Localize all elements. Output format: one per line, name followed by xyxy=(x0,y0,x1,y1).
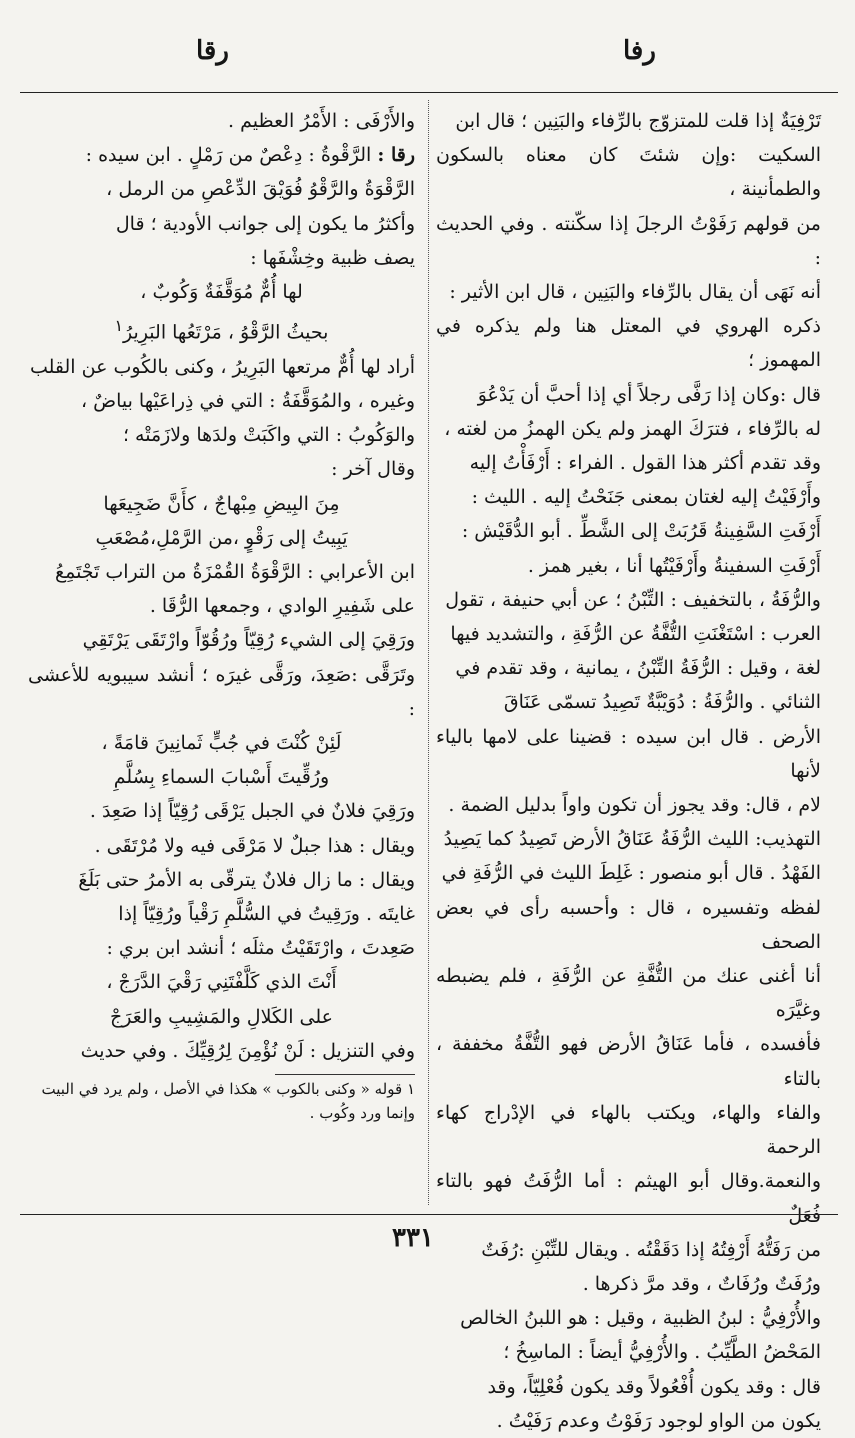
verse-text: بحيثُ الرَّقْوُ ، مَرْتَعُها البَرِيرُ xyxy=(123,321,329,344)
page-number: ٣٣١ xyxy=(392,1223,434,1253)
text-line: يكون من الواو لوجود رَفَوْتُ وعدم رَفَيْتُ . xyxy=(496,1409,821,1432)
text-line: أنا أغنى عنك من التُّفَّةِ عن الرُّفَةِ ، فلم يضبطه وغيَّرَه xyxy=(436,965,821,1022)
entry-headword: رقا : xyxy=(377,144,415,167)
verse-line: لها أُمٌّ مُوَقَّفَةٌ وَكُوبٌ ، xyxy=(140,281,303,304)
verse-line: على الكَلالِ والمَشِيبِ والعَرَجْ xyxy=(109,1005,333,1028)
text-line: والفاء والهاء، ويكتب بالهاء في الإدْراج كهاء الرحمة xyxy=(436,1101,821,1159)
text-line: والأَرْفَى : الأَمْرُ العظيم . xyxy=(228,110,415,132)
text-line: من رَفَتُّهُ أَرْفِتُهُ إذا دَقَقْتُه . ويقال للتِّبْنِ :رُفَتٌ xyxy=(481,1238,821,1261)
text-line: تَرْفِيَةٌ إذا قلت للمتزوّج بالرِّفاء والبَنِين ؛ قال ابن xyxy=(455,110,821,132)
right-column xyxy=(436,104,821,1438)
text-line: والرُّفَةُ ، بالتخفيف : التِّبْنُ ؛ عن أبي حنيفة ، تقول xyxy=(445,588,821,611)
text-line: فأفسده ، فأما عَنَاقُ الأرض فهو التُّفَّةُ مخففة ، بالتاء xyxy=(436,1033,821,1090)
text-line: وأكثرُ ما يكون إلى جوانب الأودية ؛ قال xyxy=(115,212,415,235)
footnote-line: وإنما ورد وكُوب . xyxy=(309,1104,415,1123)
text-line: لام ، قال: وقد يجوز أن تكون واواً بدليل الضمة . xyxy=(448,794,821,817)
text-line: المَحْضُ الطَّيِّبُ . والأُرْفِيُّ أيضاً : الماسِخُ ؛ xyxy=(503,1341,821,1364)
text-line: والوَكُوبُ : التي واكَبَتْ ولدَها ولازَمَتْه ؛ xyxy=(122,424,415,447)
text-line: أراد لها أُمٌّ مرتعها البَرِيرُ ، وكنى بالكُوب عن القلب xyxy=(29,355,415,378)
footer-rule xyxy=(20,1214,838,1215)
running-header-right: رفا xyxy=(623,36,656,66)
text-line: وأَرْفَيْتُ إليه لغتان بمعنى جَنَحْتُ إليه . الليث : xyxy=(471,486,821,509)
text-line: ويقال : ما زال فلانٌ يترقّى به الأمرُ حتى بَلَغَ xyxy=(78,868,415,891)
text-line: أَرْفَتِ السفينةُ وأَرْفَيْتُها أنا ، بغير همز . xyxy=(527,554,821,577)
text-line: قال : وقد يكون أُفْعُولاً وقد يكون فُعْلِيّاً، وقد xyxy=(487,1375,821,1398)
text-line: قال :وكان إذا رَفَّى رجلاً أي إذا أحبَّ أن يَدْعُوَ xyxy=(477,383,821,406)
text-line: والنعمة.وقال أبو الهيثم : أما الرُّفَتُ فهو بالتاء فُعَلٌ xyxy=(436,1170,821,1227)
text-line: التهذيب: الليث الرُّفَةُ عَنَاقُ الأرض تَصِيدُ كما يَصِيدُ xyxy=(443,828,821,851)
text-line: الثنائي . والرُّفَةُ : دُوَيْبَّةٌ تَصِيدُ تسمّى عَنَاقَ xyxy=(503,691,821,714)
text-line: والأُرْفِيُّ : لبنُ الظبية ، وقيل : هو اللبنُ الخالص xyxy=(460,1307,821,1330)
text-line: ابن الأعرابي : الرَّقْوَةُ القُمْزَةُ من التراب تَجْتَمِعُ xyxy=(54,560,415,583)
text-line: غايتَه . ورَقِيتُ في السُّلَّمِ رَقْياً ورُقِيّاً إذا xyxy=(118,903,415,925)
verse-line: مِنَ البِيضِ مِبْهاجٌ ، كأَنَّ ضَجِيعَها xyxy=(103,492,340,515)
text-line: ورَقِيَ فلانٌ في الجبل يَرْقَى رُقِيّاً إذا صَعِدَ . xyxy=(89,800,415,823)
text-line: ويقال : هذا جبلٌ لا مَرْقَى فيه ولا مُرْتَقَى . xyxy=(94,834,415,857)
text-line: من قولهم رَفَوْتُ الرجلَ إذا سكّنته . وفي الحديث : xyxy=(436,212,821,269)
text-line: وقد تقدم أكثر هذا القول . الفراء : أَرْفَأْتُ إليه xyxy=(469,452,821,475)
text-line: لغة ، وقيل : الرُّفَةُ التِّبْنُ ، يمانية ، وقد تقدم في xyxy=(455,657,821,680)
text-line: الرَّقْوَةُ والرَّقْوُ فُوَيْقَ الدِّعْصِ من الرمل ، xyxy=(106,178,415,201)
text-line: ورَقِيَ إلى الشيء رُقِيّاً ورُقُوّاً وارْتَقَى يَرْتَقِي xyxy=(82,629,415,652)
text-line: له بالرِّفاء ، فترَكَ الهمز ولم يكن الهمزُ من لغته ، xyxy=(444,417,821,440)
text-line: الأرض . قال ابن سيده : قضينا على لامها بالياء لأنها xyxy=(436,725,821,782)
text-line: أَرْفَتِ السَّفِينةُ قَرُبَتْ إلى الشَّطِّ . أبو الدُّقَيْش : xyxy=(461,520,821,543)
header-rule xyxy=(20,92,838,93)
verse-line: يَبِيتُ إلى رَقْوٍ ،من الرَّمْلِ،مُصْعَبِ xyxy=(95,526,348,549)
text-line: لفظه وتفسيره ، قال : وأحسبه رأى في بعض الصحف xyxy=(436,896,821,953)
text-line: صَعِدتَ ، وارْتَقَيْتُ مثلَه ؛ أنشد ابن بري : xyxy=(106,937,415,960)
text-line: على شَفِيرِ الوادي ، وجمعها الرُّقَا . xyxy=(149,595,415,618)
column-divider xyxy=(428,100,429,1205)
text-line: العرب : اسْتَغْنَتِ التُّفَّةُ عن الرُّفَةِ ، والتشديد فيها xyxy=(450,623,821,646)
text-line: الفَهْدُ . قال أبو منصور : غَلِطَ الليث في الرُّفَةِ في xyxy=(441,862,821,885)
text-line: وغيره ، والمُوَقَّفَةُ : التي في ذِراعَيْها بياضٌ ، xyxy=(80,389,415,412)
text-line: ذكره الهروي في المعتل هنا ولم يذكره في المهموز ؛ xyxy=(436,315,821,372)
footnote-rule xyxy=(275,1074,415,1075)
running-header-left: رقا xyxy=(196,36,229,66)
left-column xyxy=(28,104,415,1125)
verse-line: أَنْتَ الذي كَلَّفْتَنِي رَقْيَ الدَّرَجْ ، xyxy=(106,971,337,994)
text-line: وفي التنزيل : لَنْ نُؤْمِنَ لِرُقِيِّكَ . وفي حديث xyxy=(80,1039,415,1062)
footnote-line: ١ قوله « وكنى بالكوب » هكذا في الأصل ، ولم يرد في البيت xyxy=(41,1080,415,1099)
entry-text: الرَّقْوةُ : دِعْصٌ من رَمْلٍ . ابن سيده : xyxy=(85,144,372,167)
text-line: السكيت :وإن شئتَ كان معناه بالسكون والطمأنينة ، xyxy=(436,144,821,201)
verse-line: لَئِنْ كُنْتَ في جُبٍّ ثَمانِينَ قامَةً ، xyxy=(101,731,342,754)
text-line: ورُفَتٌ ورُفَاتٌ ، وقد مرَّ ذكرها . xyxy=(582,1272,821,1295)
entry-line xyxy=(28,138,415,172)
footnote-marker: ١ xyxy=(114,316,124,336)
verse-line: ورُقِّيتَ أَسْبابَ السماءِ بِسُلَّمِ xyxy=(113,766,330,789)
text-line: وتَرَقَّى :صَعِدَ، ورَقَّى غيرَه ؛ أنشد سيبويه للأعشى : xyxy=(28,663,415,720)
text-line: وقال آخر : xyxy=(331,458,415,481)
text-line: يصف ظبية وخِشْفَها : xyxy=(250,246,415,269)
verse-line xyxy=(28,309,415,350)
text-line: أنه نَهَى أن يقال بالرِّفاء والبَنِين ، قال ابن الأثير : xyxy=(449,281,821,304)
